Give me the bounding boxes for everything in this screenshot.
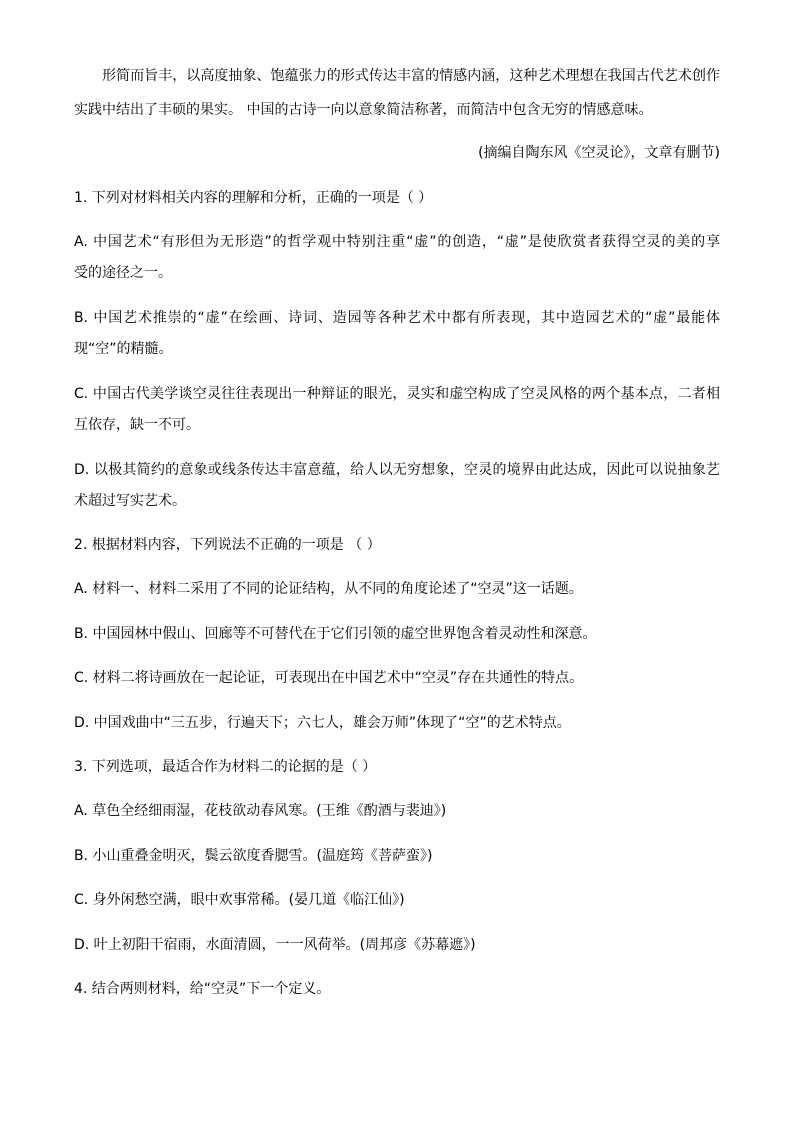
intro-paragraph-line-1: 形简而旨丰，以高度抽象、饱蕴张力的形式传达丰富的情感内涵，这种艺术理想在我国古代艺术创作 (102, 68, 720, 84)
question-2-option-d: D. 中国戏曲中“三五步，行遍天下；六七人，雄会万师”体现了“空”的艺术特点。 (74, 715, 571, 731)
question-3-option-b: B. 小山重叠金明灭，鬓云欲度香腮雪。(温庭筠《菩萨蛮》) (74, 848, 433, 864)
question-1-option-d-line-2: 术超过写实艺术。 (74, 493, 186, 509)
question-4-stem: 4. 结合两则材料，给“空灵”下一个定义。 (74, 981, 331, 997)
question-1-option-b-line-2: 现“空”的精髓。 (74, 341, 173, 357)
question-3-stem: 3. 下列选项，最适合作为材料二的论据的是（ ） (74, 759, 377, 775)
intro-paragraph-line-2: 实践中结出了丰硕的果实。 中国的古诗一向以意象简洁称著，而简洁中包含无穷的情感意味。 (74, 102, 653, 118)
question-3-option-c: C. 身外闲愁空满，眼中欢事常稀。(晏几道《临江仙》) (74, 892, 405, 908)
source-citation: (摘编自陶东风《空灵论》，文章有删节) (478, 145, 720, 161)
question-2-option-a: A. 材料一、材料二采用了不同的论证结构，从不同的角度论述了“空灵”这一话题。 (74, 581, 583, 597)
question-1-stem: 1. 下列对材料相关内容的理解和分析，正确的一项是（ ） (74, 190, 433, 206)
question-1-option-b-line-1: B. 中国艺术推崇的“虚”在绘画、诗词、造园等各种艺术中都有所表现，其中造园艺术的“虚”最能体 (74, 310, 720, 326)
question-2-option-c: C. 材料二将诗画放在一起论证，可表现出在中国艺术中“空灵”存在共通性的特点。 (74, 670, 584, 686)
question-1-option-a-line-1: A. 中国艺术“有形但为无形造”的哲学观中特别注重“虚”的创造，“虚”是使欣赏者获得空灵的美的享 (74, 234, 720, 250)
question-3-option-a: A. 草色全经细雨湿，花枝欲动春风寒。(王维《酌酒与裴迪》) (74, 803, 447, 819)
question-1-option-c-line-2: 互依存，缺一不可。 (74, 417, 200, 433)
question-2-option-b: B. 中国园林中假山、回廊等不可替代在于它们引领的虚空世界饱含着灵动性和深意。 (74, 626, 597, 642)
question-3-option-d: D. 叶上初阳干宿雨，水面清圆，一一风荷举。(周邦彦《苏幕遮》) (74, 937, 476, 953)
question-1-option-a-line-2: 受的途径之一。 (74, 265, 172, 281)
question-1-option-d-line-1: D. 以极其简约的意象或线条传达丰富意蕴，给人以无穷想象，空灵的境界由此达成，因此可以说抽象艺 (74, 462, 720, 478)
question-2-stem: 2. 根据材料内容，下列说法不正确的一项是 （ ） (74, 537, 381, 553)
question-1-option-c-line-1: C. 中国古代美学谈空灵往往表现出一种辩证的眼光，灵实和虚空构成了空灵风格的两个基本点，二者相 (74, 386, 720, 402)
